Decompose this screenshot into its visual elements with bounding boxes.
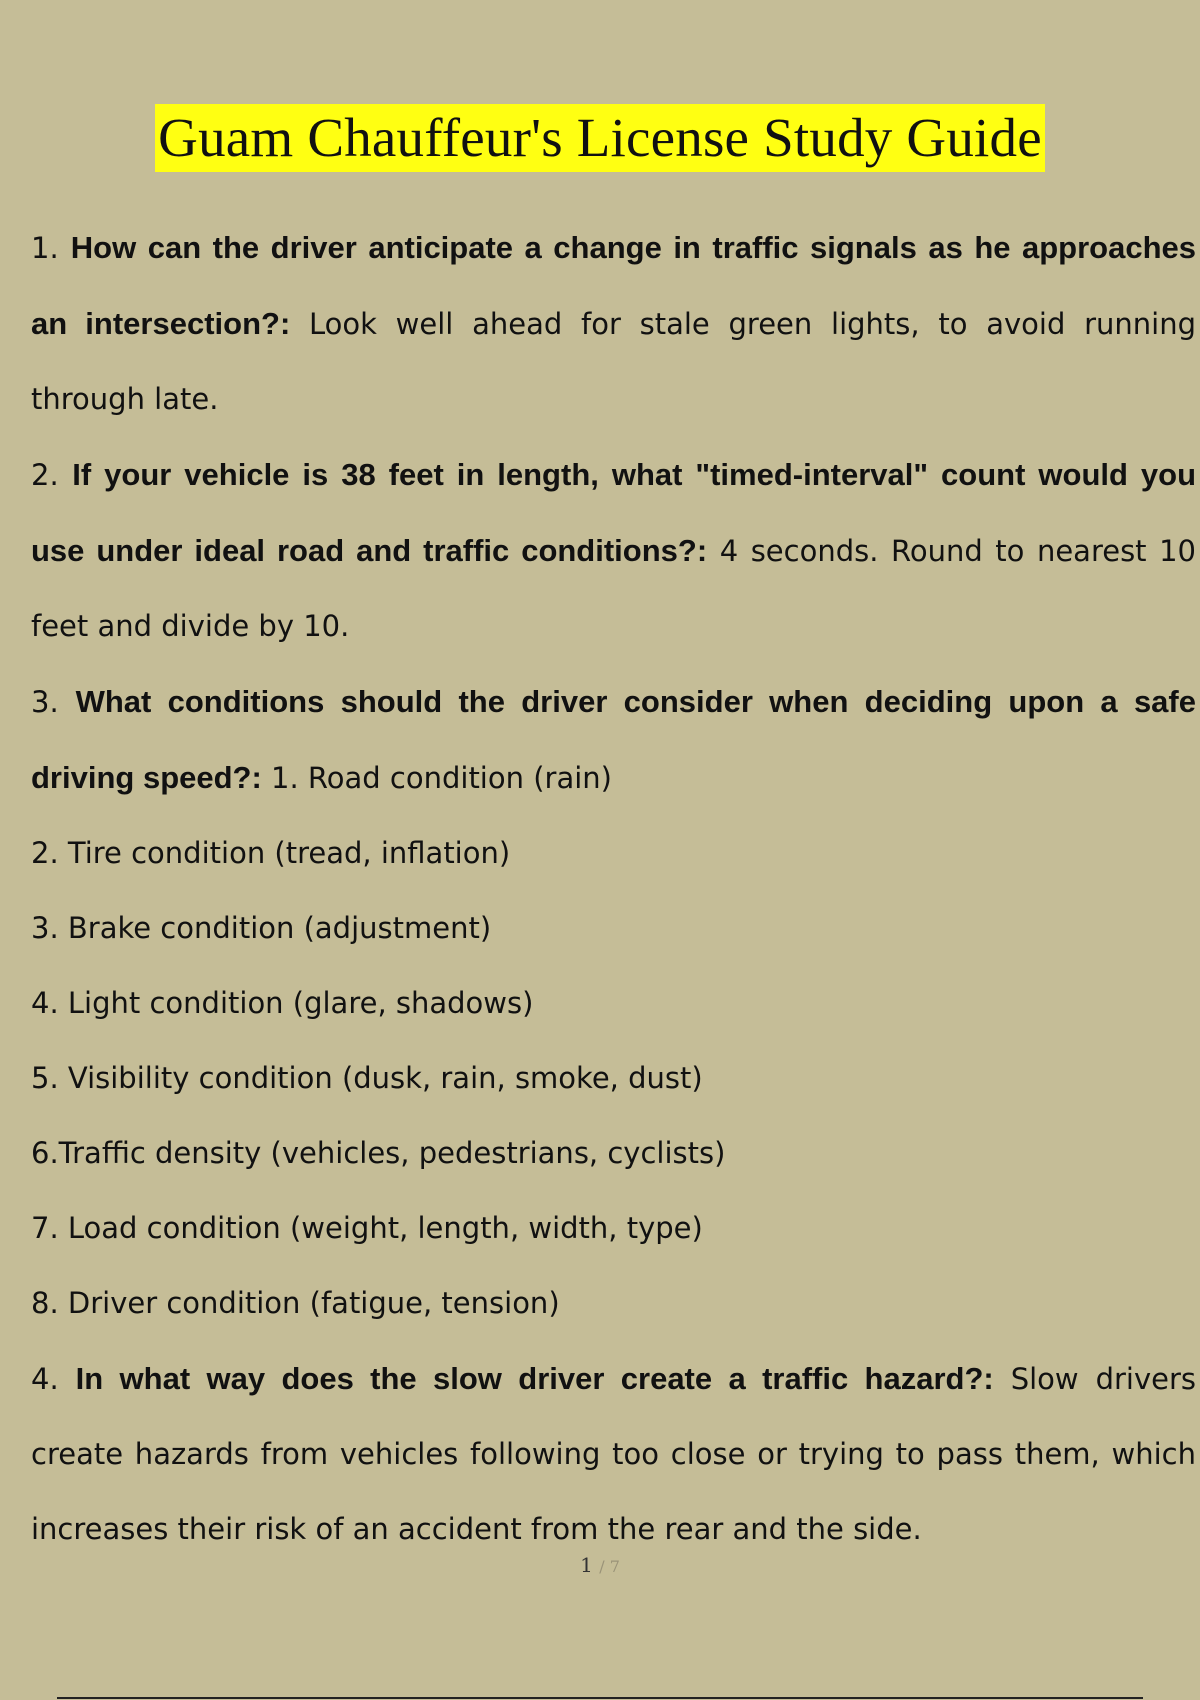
page-current: 1 <box>580 1553 593 1577</box>
list-item: 3. Brake condition (adjustment) <box>31 911 492 945</box>
question-1 <box>31 210 1196 437</box>
list-item: 2. Tire condition (tread, inflation) <box>31 836 511 870</box>
question-1-text: How can the driver anticipate a change in traffic signals as he approaches an intersection?: <box>31 230 1197 341</box>
list-item: 8. Driver condition (fatigue, tension) <box>31 1286 560 1320</box>
list-item: 4. Light condition (glare, shadows) <box>31 986 534 1020</box>
question-4-number: 4. <box>31 1362 59 1396</box>
question-4-answer: Slow drivers create hazards from vehicles following too close or trying to pass them, which increases their risk of an accident from the rear and the side. <box>31 1362 1196 1546</box>
title-container <box>0 104 1200 172</box>
question-4-text: In what way does the slow driver create a traffic hazard?: <box>75 1361 994 1396</box>
question-3-text: What conditions should the driver consider when deciding upon a safe driving speed?: <box>31 684 1196 795</box>
list-item: 6.Traffic density (vehicles, pedestrians, cyclists) <box>31 1136 726 1170</box>
question-1-answer: Look well ahead for stale green lights, to avoid running through late. <box>31 307 1196 416</box>
page-divider <box>57 1697 1143 1699</box>
question-4 <box>31 1341 1196 1567</box>
question-2 <box>31 437 1196 664</box>
question-2-text: If your vehicle is 38 feet in length, what "timed-interval" count would you use under ideal road and traffic conditions?: <box>31 457 1197 568</box>
question-1-number: 1. <box>31 231 59 265</box>
question-3-answer: 1. Road condition (rain) <box>261 761 612 795</box>
question-3 <box>31 664 1196 816</box>
page-indicator <box>0 1553 1200 1577</box>
document-body <box>31 210 1196 1567</box>
question-3-number: 3. <box>31 685 59 719</box>
document-title: Guam Chauffeur's License Study Guide <box>155 104 1045 172</box>
question-2-number: 2. <box>31 458 59 492</box>
question-2-answer: 4 seconds. Round to nearest 10 feet and divide by 10. <box>31 534 1196 643</box>
page-total: / 7 <box>599 1557 620 1576</box>
list-item: 7. Load condition (weight, length, width, type) <box>31 1211 703 1245</box>
list-item: 5. Visibility condition (dusk, rain, smoke, dust) <box>31 1061 703 1095</box>
